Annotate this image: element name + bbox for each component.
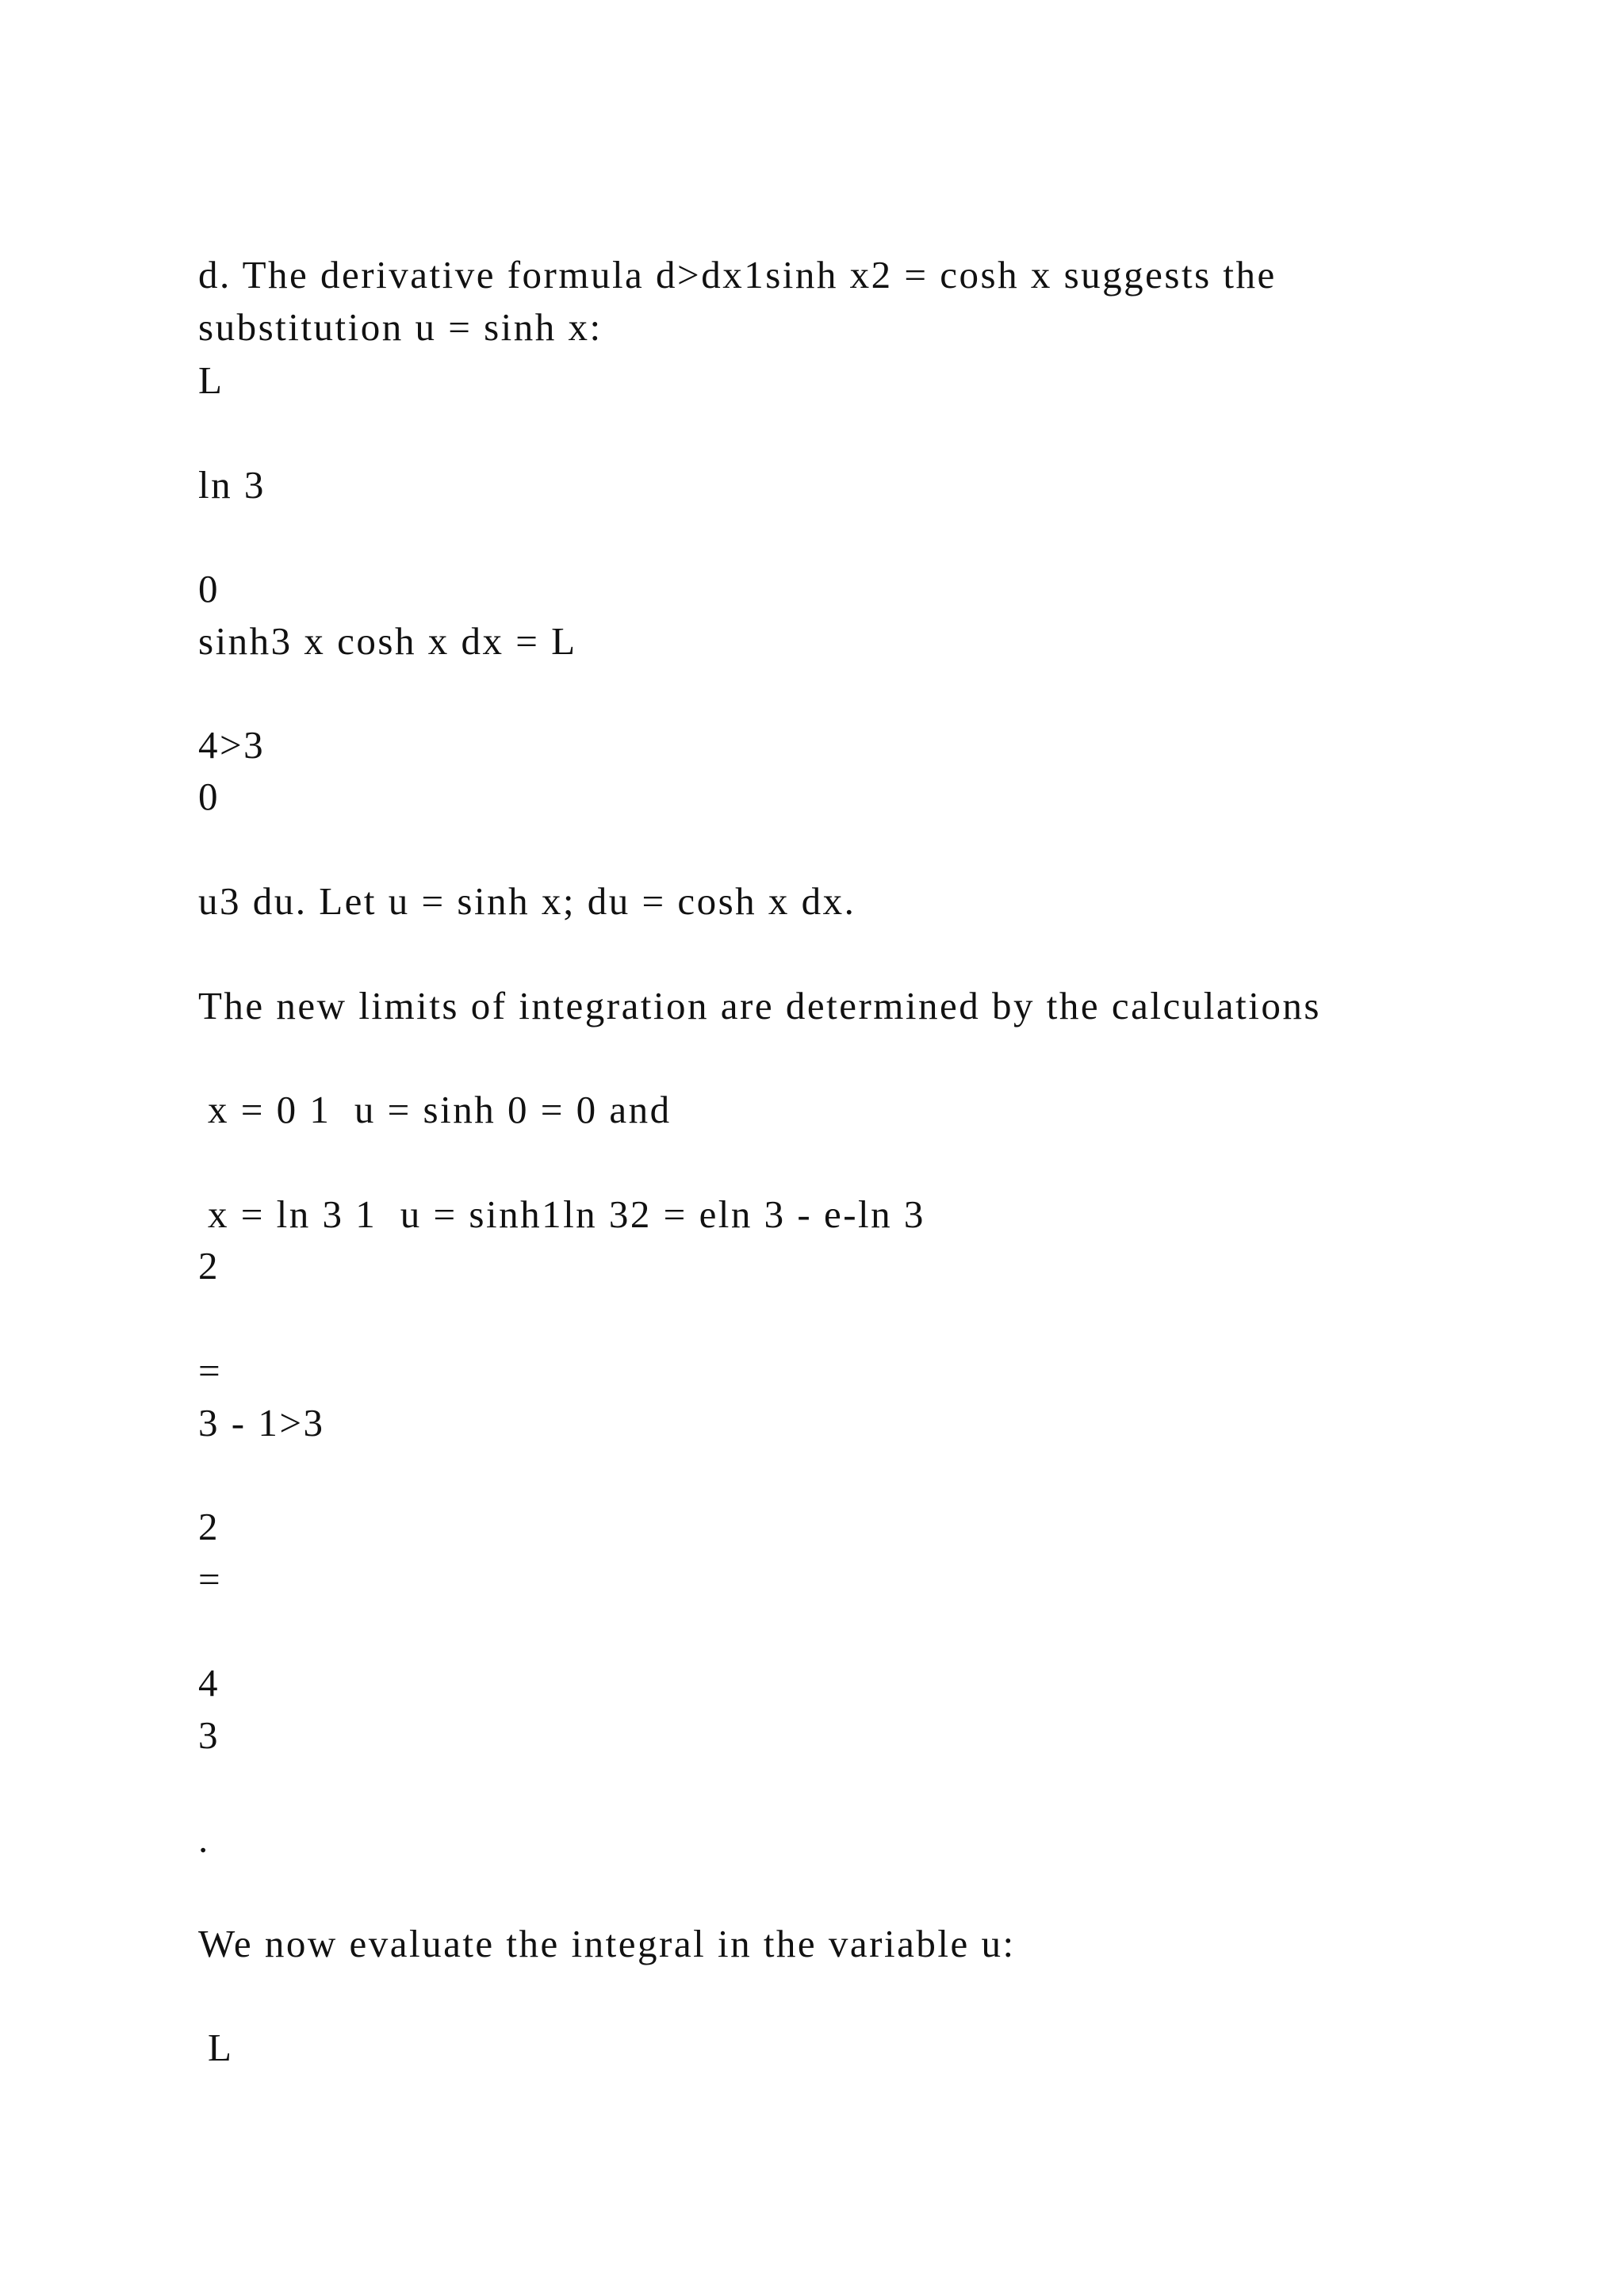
lower-limit-0-b: 0 xyxy=(198,775,220,818)
text-line-evaluate-integral: We now evaluate the integral in the variable u: xyxy=(198,1922,1016,1965)
text-line-integrand: sinh3 x cosh x dx = L xyxy=(198,619,577,663)
text-line-derivative-formula: d. The derivative formula d>dx1sinh x2 = cosh x suggests the xyxy=(198,253,1277,297)
equals-sign-2: = xyxy=(198,1557,223,1601)
text-line-substitution: substitution u = sinh x: xyxy=(198,305,603,349)
denominator-2-b: 2 xyxy=(198,1505,220,1548)
upper-limit-4-3: 4>3 xyxy=(198,723,266,767)
numerator-4: 4 xyxy=(198,1661,220,1705)
text-line-x-equals-ln3: x = ln 3 1 u = sinh1ln 32 = eln 3 - e-ln 3 xyxy=(208,1192,925,1236)
denominator-2: 2 xyxy=(198,1244,220,1288)
text-line-let-u: u3 du. Let u = sinh x; du = cosh x dx. xyxy=(198,879,856,923)
equals-sign-1: = xyxy=(198,1349,223,1392)
text-line-x-equals-0: x = 0 1 u = sinh 0 = 0 and xyxy=(208,1088,672,1131)
integral-symbol-2: L xyxy=(208,2026,234,2069)
text-line-new-limits: The new limits of integration are determined by the calculations xyxy=(198,984,1321,1027)
denominator-3: 3 xyxy=(198,1713,220,1757)
period-mark: . xyxy=(198,1817,210,1861)
upper-limit-ln3: ln 3 xyxy=(198,463,266,507)
lower-limit-0: 0 xyxy=(198,567,220,610)
text-line-3-minus-1-3: 3 - 1>3 xyxy=(198,1401,325,1445)
integral-symbol-1: L xyxy=(198,358,224,402)
